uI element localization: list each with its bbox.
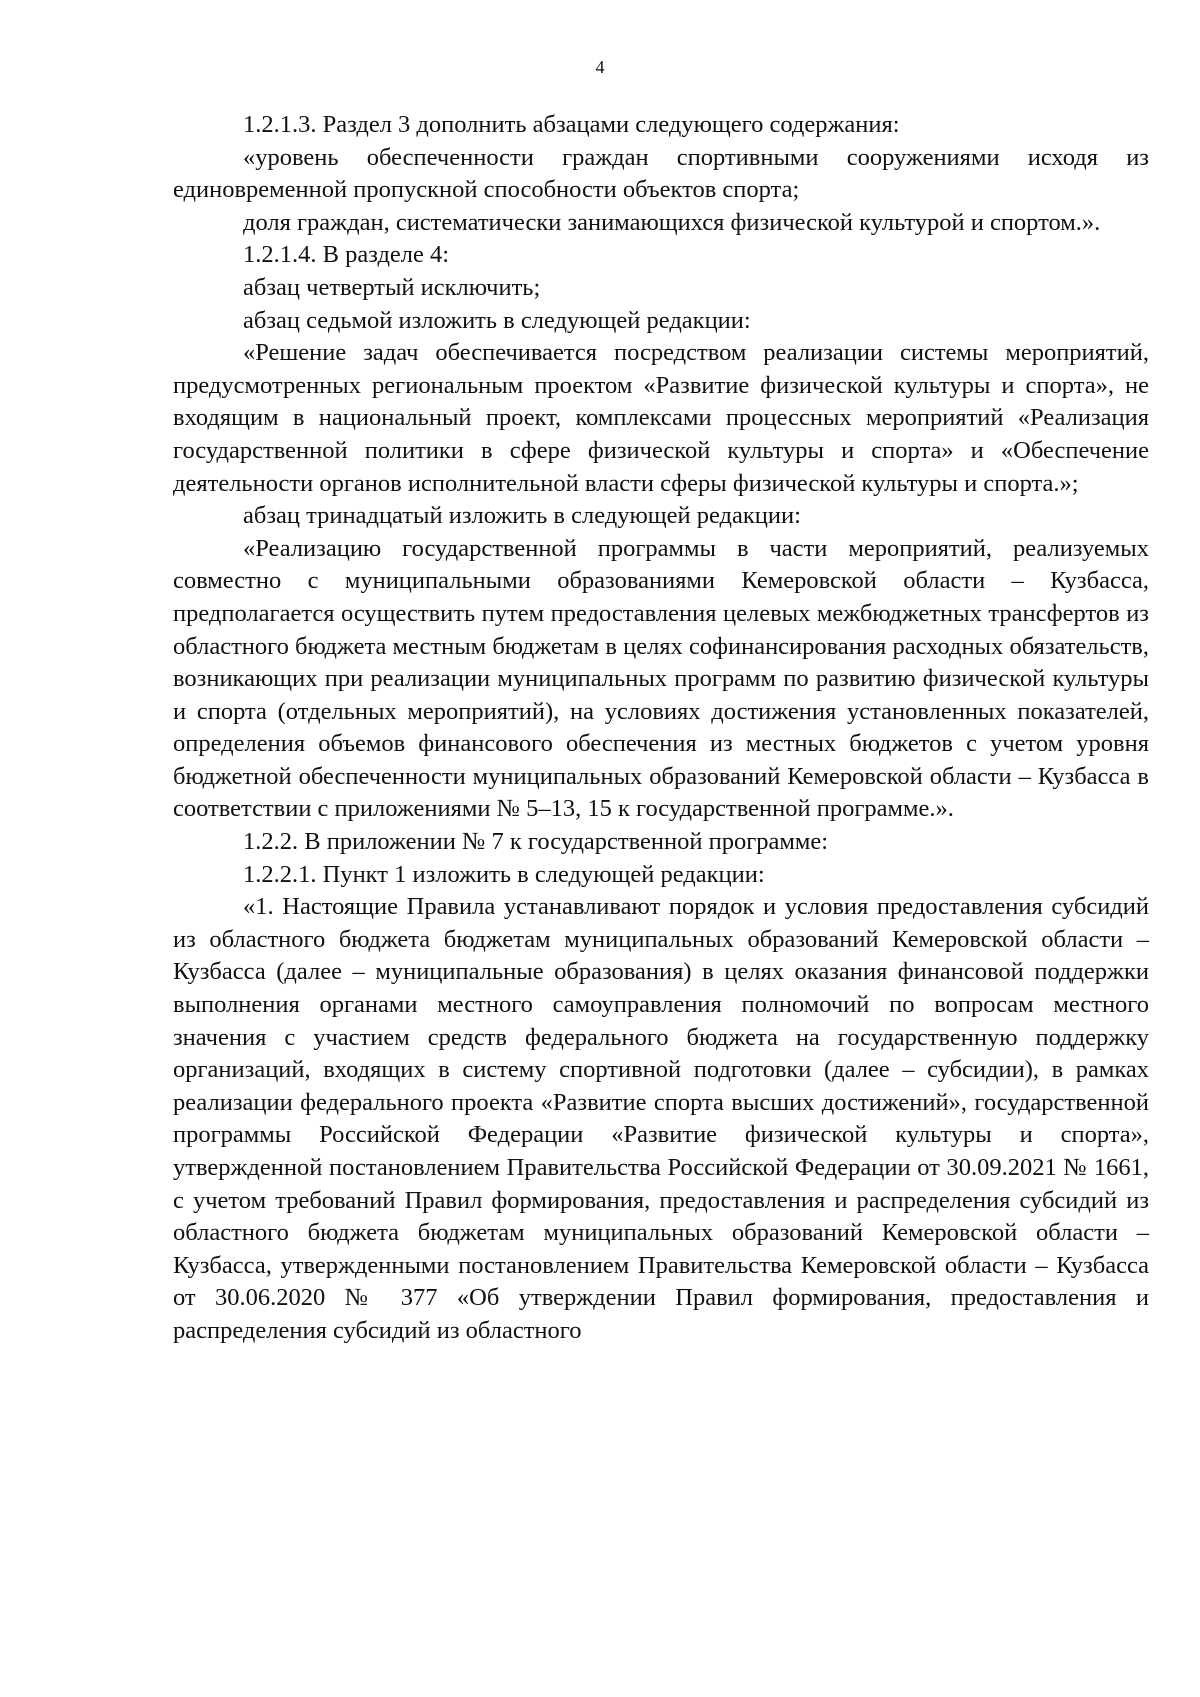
- paragraph-1-2-1-3: 1.2.1.3. Раздел 3 дополнить абзацами следующего содержания:: [243, 111, 900, 138]
- document-body: [173, 109, 1149, 1348]
- paragraph-1-2-2-1: 1.2.2.1. Пункт 1 изложить в следующей редакции:: [243, 860, 765, 888]
- paragraph-thirteenth-revision: абзац тринадцатый изложить в следующей редакции:: [243, 502, 801, 530]
- paragraph-implementation-quote: «Реализацию государственной программы в части мероприятий, реализуемых совместно с муниципальными образованиями Кемеровской области – Кузбасса, предполагается осуществить путем предоставления целевых межбюджетных трансфертов из областного бюджета местным бюджетам в целях софинансирования расходных обязательств, возникающих при реализации муниципальных программ по развитию физической культуры и спорта (отдельных мероприятий), на условиях достижения установленных показателей, определения объемов финансового обеспечения из местных бюджетов с учетом уровня бюджетной обеспеченности муниципальных образований Кемеровской области – Кузбасса в соответствии с приложениями № 5–13, 15 к государственной программе.».: [173, 534, 1149, 823]
- paragraph-1-2-2: 1.2.2. В приложении № 7 к государственной программе:: [243, 828, 829, 856]
- paragraph-1-2-1-4: 1.2.1.4. В разделе 4:: [243, 241, 450, 269]
- paragraph-share-of-citizens: доля граждан, систематически занимающихся физической культурой и спортом.».: [243, 208, 1101, 236]
- paragraph-exclude-fourth: абзац четвертый исключить;: [243, 273, 541, 301]
- paragraph-quote-provision-level: «уровень обеспеченности граждан спортивными сооружениями исходя из единовременной пропускной способности объектов спорта;: [173, 143, 1149, 204]
- page-number: 4: [595, 57, 605, 77]
- paragraph-seventh-revision: абзац седьмой изложить в следующей редакции:: [243, 306, 751, 334]
- paragraph-tasks-quote: «Решение задач обеспечивается посредством реализации системы мероприятий, предусмотренных региональным проектом «Развитие физической культуры и спорта», не входящим в национальный проект, комплексами процессных мероприятий «Реализация государственной политики в сфере физической культуры и спорта» и «Обеспечение деятельности органов исполнительной власти сферы физической культуры и спорта.»;: [173, 339, 1149, 497]
- paragraph-rules-quote: «1. Настоящие Правила устанавливают порядок и условия предоставления субсидий из областного бюджета бюджетам муниципальных образований Кемеровской области – Кузбасса (далее – муниципальные образования) в целях оказания финансовой поддержки выполнения органами местного самоуправления полномочий по вопросам местного значения с участием средств федерального бюджета на государственную поддержку организаций, входящих в систему спортивной подготовки (далее – субсидии), в рамках реализации федерального проекта «Развитие спорта высших достижений», государственной программы Российской Федерации «Развитие физической культуры и спорта», утвержденной постановлением Правительства Российской Федерации от 30.09.2021 № 1661, с учетом требований Правил формирования, предоставления и распределения субсидий из областного бюджета бюджетам муниципальных образований Кемеровской области – Кузбасса, утвержденными постановлением Правительства Кемеровской области – Кузбасса от 30.06.2020 № 377 «Об утверждении Правил формирования, предоставления и распределения субсидий из областного: [173, 893, 1149, 1344]
